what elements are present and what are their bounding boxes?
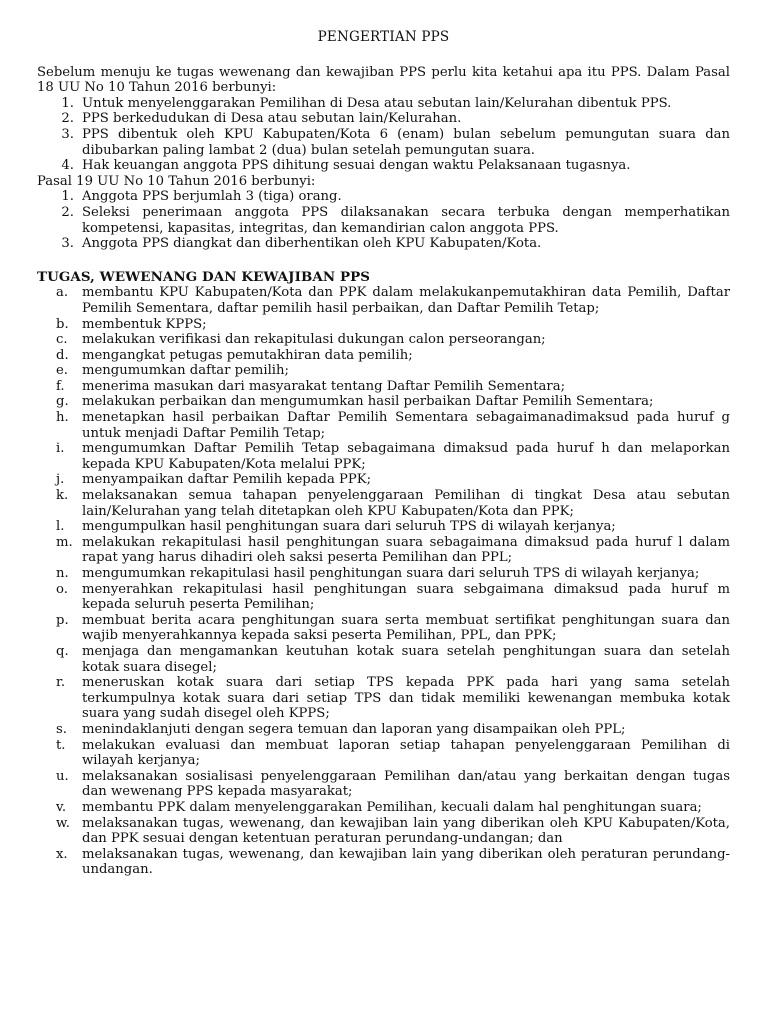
pasal19-item — [37, 189, 730, 205]
list-marker: j. — [56, 472, 65, 488]
list-item-text: membantu KPU Kabupaten/Kota dan PPK dalam melakukanpemutakhiran data Pemilih, Daftar Pemilih Sementara, daftar pemilih hasil perbaikan, dan Daftar Pemilih Tetap; — [82, 285, 730, 316]
list-marker: q. — [56, 643, 69, 659]
tugas-item — [37, 738, 730, 769]
list-item-text: membentuk KPPS; — [82, 316, 207, 332]
list-item-text: Seleksi penerimaan anggota PPS dilaksanakan secara terbuka dengan memperhatikan kompetensi, kapasitas, integritas, dan kemandirian calon anggota PPS. — [82, 204, 730, 236]
list-item-text: Untuk menyelenggarakan Pemilihan di Desa atau sebutan lain/Kelurahan dibentuk PPS. — [82, 95, 672, 111]
tugas-item — [37, 675, 730, 722]
pasal18-item — [37, 158, 730, 174]
pasal18-list — [37, 96, 730, 174]
list-marker: t. — [56, 737, 66, 753]
list-marker: v. — [56, 799, 67, 815]
pasal18-item — [37, 96, 730, 112]
list-marker: n. — [56, 566, 69, 581]
list-item-text: mengumumkan rekapitulasi hasil penghitungan suara dari seluruh TPS di wilayah kerjanya; — [82, 566, 700, 581]
list-item-text: membuat berita acara penghitungan suara serta membuat sertifikat penghitungan suara dan wajib menyerahkannya kepada saksi peserta Pemilihan, PPL, dan PPK; — [82, 612, 730, 644]
tugas-item — [37, 379, 730, 395]
list-marker: l. — [56, 519, 65, 535]
list-item-text: mengumpulkan hasil penghitungan suara dari seluruh TPS di wilayah kerjanya; — [82, 519, 616, 535]
list-item-text: meneruskan kotak suara dari setiap TPS kepada PPK pada hari yang sama setelah terkumpulnya kotak suara dari setiap TPS dan tidak memiliki kewenangan membuka kotak suara yang sudah disegel oleh KPPS; — [82, 675, 730, 722]
pasal19-item — [37, 236, 730, 252]
section-heading: TUGAS, WEWENANG DAN KEWAJIBAN PPS — [37, 268, 371, 285]
tugas-item — [37, 535, 730, 566]
list-item-text: mengumumkan Daftar Pemilih Tetap sebagaimana dimaksud pada huruf h dan melaporkan kepada KPU Kabupaten/Kota melalui PPK; — [82, 441, 730, 472]
intro-paragraph: Sebelum menuju ke tugas wewenang dan kewajiban PPS perlu kita ketahui apa itu PPS. Dalam Pasal 18 UU No 10 Tahun 2016 berbunyi: — [37, 64, 730, 96]
tugas-item — [37, 519, 730, 535]
list-item-text: melakukan rekapitulasi hasil penghitungan suara sebagaimana dimaksud pada huruf l dalam rapat yang harus dihadiri oleh saksi peserta Pemilihan dan PPL; — [82, 534, 730, 566]
pasal19-intro: Pasal 19 UU No 10 Tahun 2016 berbunyi: — [37, 173, 316, 189]
list-marker: 1. — [61, 95, 74, 111]
list-marker: b. — [56, 316, 69, 332]
list-marker: u. — [56, 768, 69, 784]
list-marker: 3. — [61, 126, 74, 142]
tugas-item — [37, 847, 730, 878]
list-item-text: Anggota PPS diangkat dan diberhentikan oleh KPU Kabupaten/Kota. — [82, 236, 542, 252]
list-item-text: Hak keuangan anggota PPS dihitung sesuai dengan waktu Pelaksanaan tugasnya. — [82, 158, 631, 174]
list-item-text: melaksanakan semua tahapan penyelenggaraan Pemilihan di tingkat Desa atau sebutan lain/Kelurahan yang telah ditetapkan oleh KPU Kabupaten/Kota dan PPK; — [82, 488, 730, 519]
list-item-text: membantu PPK dalam menyelenggarakan Pemilihan, kecuali dalam hal penghitungan suara; — [82, 799, 702, 815]
tugas-item — [37, 285, 730, 316]
list-marker: m. — [56, 534, 73, 550]
tugas-item — [37, 582, 730, 613]
list-marker: d. — [56, 347, 69, 363]
list-marker: x. — [56, 846, 68, 862]
list-item-text: menyampaikan daftar Pemilih kepada PPK; — [82, 472, 372, 488]
pasal19-item — [37, 205, 730, 236]
tugas-item — [37, 348, 730, 364]
tugas-item — [37, 566, 730, 582]
list-marker: p. — [56, 612, 69, 628]
tugas-item — [37, 644, 730, 675]
list-marker: e. — [56, 363, 68, 379]
list-item-text: PPS berkedudukan di Desa atau sebutan lain/Kelurahan. — [82, 111, 462, 127]
list-item-text: melakukan perbaikan dan mengumumkan hasil perbaikan Daftar Pemilih Sementara; — [82, 394, 654, 410]
pasal18-item — [37, 127, 730, 158]
list-marker: c. — [56, 332, 68, 348]
list-marker: 1. — [61, 189, 74, 205]
list-marker: g. — [56, 394, 69, 410]
pasal19-list — [37, 189, 730, 251]
tugas-item — [37, 410, 730, 441]
list-marker: s. — [56, 721, 67, 737]
list-item-text: melaksanakan tugas, wewenang, dan kewajiban lain yang diberikan oleh peraturan perundang-undangan. — [82, 846, 730, 878]
list-marker: a. — [56, 285, 69, 301]
tugas-item — [37, 317, 730, 333]
list-marker: 2. — [61, 204, 74, 220]
list-item-text: menindaklanjuti dengan segera temuan dan laporan yang disampaikan oleh PPL; — [82, 721, 626, 737]
tugas-item — [37, 800, 730, 816]
tugas-item — [37, 332, 730, 348]
list-marker: k. — [56, 488, 69, 504]
list-item-text: menerima masukan dari masyarakat tentang Daftar Pemilih Sementara; — [82, 378, 566, 394]
tugas-item — [37, 363, 730, 379]
tugas-item — [37, 472, 730, 488]
list-item-text: menjaga dan mengamankan keutuhan kotak suara setelah penghitungan suara dan setelah kotak suara disegel; — [82, 643, 730, 675]
list-marker: o. — [56, 581, 68, 597]
tugas-item — [37, 441, 730, 472]
tugas-item — [37, 394, 730, 410]
tugas-item — [37, 488, 730, 519]
list-marker: w. — [56, 815, 70, 831]
list-marker: h. — [56, 410, 69, 426]
list-marker: 3. — [61, 236, 74, 252]
list-item-text: mengangkat petugas pemutakhiran data pemilih; — [82, 347, 413, 363]
list-item-text: PPS dibentuk oleh KPU Kabupaten/Kota 6 (enam) bulan sebelum pemungutan suara dan dibubarkan paling lambat 2 (dua) bulan setelah pemungutan suara. — [82, 126, 730, 158]
list-marker: 2. — [61, 111, 74, 127]
list-item-text: melaksanakan sosialisasi penyelenggaraan Pemilihan dan/atau yang berkaitan dengan tugas dan wewenang PPS kepada masyarakat; — [82, 768, 730, 800]
list-item-text: menetapkan hasil perbaikan Daftar Pemilih Sementara sebagaimanadimaksud pada huruf g untuk menjadi Daftar Pemilih Tetap; — [82, 410, 730, 441]
list-marker: 4. — [61, 158, 74, 174]
list-item-text: menyerahkan rekapitulasi hasil penghitungan suara sebgaimana dimaksud pada huruf m kepada seluruh peserta Pemilihan; — [82, 581, 730, 613]
list-item-text: melakukan evaluasi dan membuat laporan setiap tahapan penyelenggaraan Pemilihan di wilayah kerjanya; — [82, 737, 730, 769]
tugas-item — [37, 816, 730, 847]
document-title: PENGERTIAN PPS — [317, 29, 450, 45]
tugas-list — [37, 285, 730, 878]
list-item-text: Anggota PPS berjumlah 3 (tiga) orang. — [82, 189, 342, 205]
tugas-item — [37, 769, 730, 800]
tugas-item — [37, 613, 730, 644]
pasal18-item — [37, 111, 730, 127]
list-item-text: melakukan verifikasi dan rekapitulasi dukungan calon perseorangan; — [82, 332, 546, 348]
list-marker: i. — [56, 441, 65, 457]
list-marker: f. — [56, 378, 65, 394]
list-marker: r. — [56, 675, 66, 691]
list-item-text: melaksanakan tugas, wewenang, dan kewajiban lain yang diberikan oleh KPU Kabupaten/Kota, dan PPK sesuai dengan ketentuan peraturan perundang-undangan; dan — [82, 815, 730, 847]
list-item-text: mengumumkan daftar pemilih; — [82, 363, 289, 379]
tugas-item — [37, 722, 730, 738]
